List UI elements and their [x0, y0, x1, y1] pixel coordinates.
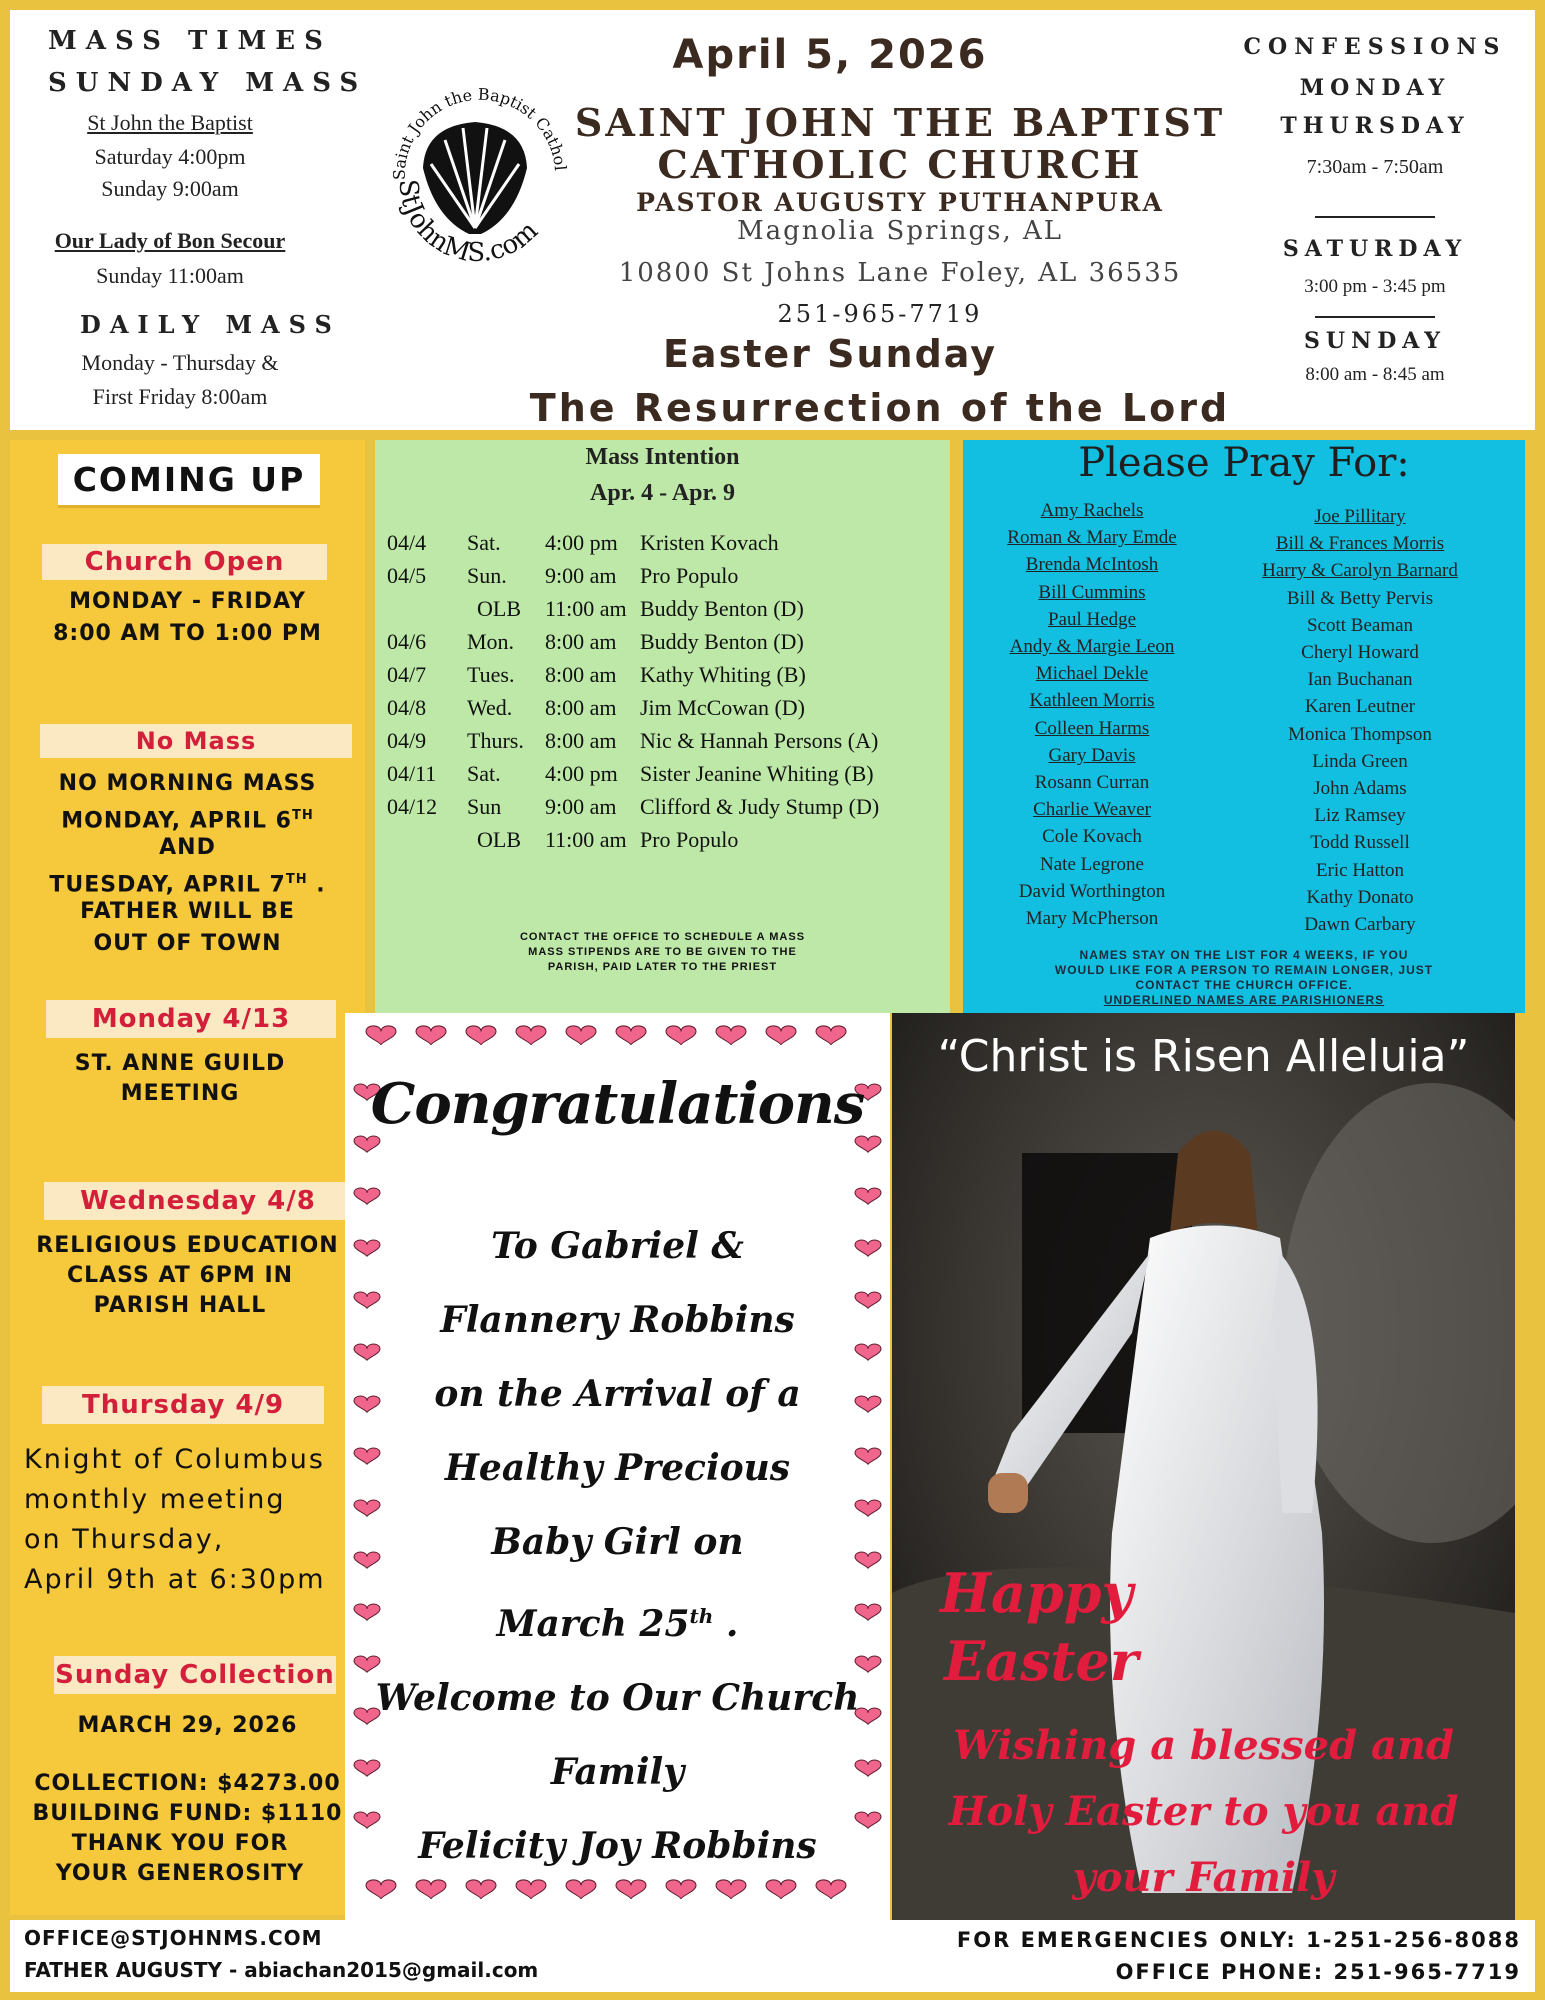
mass-intention-day: OLB: [477, 827, 521, 852]
no-mass-line6: OUT OF TOWN: [93, 931, 282, 956]
no-mass-line4: TUESDAY, APRIL 7TH .: [49, 872, 326, 898]
mass-intention-date: 04/12: [387, 794, 438, 819]
divider: [1315, 216, 1435, 218]
congrats-line: on the Arrival of a: [434, 1373, 801, 1415]
congrats-date-line: March 25th .: [496, 1603, 739, 1645]
st-john-sunday: Sunday 9:00am: [101, 176, 239, 201]
prayer-name: Roman & Mary Emde: [1007, 527, 1177, 549]
sunday-collection-label: Sunday Collection: [54, 1656, 336, 1694]
thursday-event-label: Thursday 4/9: [42, 1386, 324, 1424]
church-city: Magnolia Springs, AL: [736, 216, 1064, 246]
mass-intention-day: Sat.: [467, 761, 501, 786]
mass-intention-time: 8:00 am: [545, 728, 617, 753]
confessions-saturday: SATURDAY: [1282, 236, 1468, 262]
prayer-name: John Adams: [1313, 778, 1407, 799]
prayer-name: Eric Hatton: [1315, 859, 1405, 881]
mass-intention-time: 8:00 am: [545, 695, 617, 720]
congrats-line: To Gabriel &: [491, 1225, 744, 1267]
church-address: 10800 St Johns Lane Foley, AL 36535: [618, 258, 1182, 288]
easter-text: Easter: [944, 1629, 1139, 1693]
confessions-thursday: THURSDAY: [1280, 113, 1470, 139]
church-open-days: MONDAY - FRIDAY: [69, 589, 306, 614]
mass-intention-date: 04/7: [387, 662, 427, 687]
feast-title: Easter Sunday: [662, 332, 998, 376]
church-open-hours: 8:00 AM TO 1:00 PM: [53, 621, 322, 646]
mass-intention-range: Apr. 4 - Apr. 9: [590, 480, 735, 506]
church-open-label: Church Open: [42, 544, 327, 580]
monday-event-line1: ST. ANNE GUILD: [74, 1051, 286, 1076]
bulletin-date: April 5, 2026: [672, 32, 988, 78]
collection-amount: COLLECTION: $4273.00: [34, 1771, 341, 1796]
mass-intention-time: 9:00 am: [545, 794, 617, 819]
prayer-list-panel: [963, 440, 1525, 1013]
wednesday-event-line1: RELIGIOUS EDUCATION: [36, 1233, 339, 1258]
prayer-list-title: Please Pray For:: [1078, 440, 1410, 486]
easter-image: [892, 1013, 1515, 1920]
mass-intention-name: Sister Jeanine Whiting (B): [640, 761, 874, 786]
feast-subtitle: The Resurrection of the Lord: [529, 386, 1231, 430]
sunday-mass-title: SUNDAY MASS: [48, 68, 368, 98]
mass-intention-time: 8:00 am: [545, 662, 617, 687]
mass-intention-name: Clifford & Judy Stump (D): [640, 794, 880, 819]
prayer-name: Karen Leutner: [1304, 696, 1416, 718]
coming-up-column: [10, 440, 365, 1915]
daily-mass-title: DAILY MASS: [80, 310, 341, 339]
prayer-name: Cheryl Howard: [1301, 642, 1419, 663]
confessions-title: CONFESSIONS: [1243, 34, 1507, 60]
mass-intention-date: 04/9: [387, 728, 427, 753]
confessions-saturday-time: 3:00 pm - 3:45 pm: [1304, 276, 1446, 297]
mass-intention-day: Sun.: [467, 563, 507, 588]
congrats-line: Felicity Joy Robbins: [418, 1825, 817, 1867]
easter-wish: Wishing a blessed and Holy Easter to you and your Family: [948, 1722, 1459, 1901]
mass-intention-time: 11:00 am: [545, 827, 627, 852]
prayer-name: Kathy Donato: [1306, 886, 1414, 908]
mass-intention-name: Pro Populo: [640, 563, 739, 588]
mass-intention-time: 4:00 pm: [545, 530, 618, 555]
mass-intention-day: Wed.: [467, 695, 513, 720]
office-email[interactable]: OFFICE@STJOHNMS.COM: [24, 1926, 323, 1950]
no-mass-line1: NO MORNING MASS: [58, 771, 317, 796]
mass-intention-name: Kathy Whiting (B): [640, 662, 806, 687]
confessions-sunday: SUNDAY: [1304, 328, 1446, 354]
mass-intention-date: 04/6: [387, 629, 427, 654]
olbs-heading: Our Lady of Bon Secour: [54, 228, 286, 253]
confessions-sunday-time: 8:00 am - 8:45 am: [1305, 364, 1445, 385]
mass-intention-day: Sun: [467, 794, 502, 819]
mass-intention-name: Nic & Hannah Persons (A): [640, 728, 879, 753]
prayer-name: Kathleen Morris: [1029, 690, 1155, 712]
prayer-name: Brenda McIntosh: [1025, 554, 1159, 576]
mass-intention-name: Kristen Kovach: [640, 530, 779, 555]
thanks-line1: THANK YOU FOR: [71, 1831, 289, 1856]
bulletin-footer: [10, 1920, 1535, 1992]
prayer-name: Liz Ramsey: [1314, 805, 1406, 827]
congratulations-card: [345, 1013, 890, 1920]
monday-event-line2: MEETING: [120, 1081, 240, 1106]
congratulations-message: [375, 1209, 860, 1883]
prayer-name: Mary McPherson: [1025, 908, 1159, 929]
prayer-name: Andy & Margie Leon: [1009, 636, 1175, 657]
prayer-name: Bill Cummins: [1038, 581, 1146, 603]
congrats-line: Welcome to Our Church: [375, 1677, 860, 1719]
happy-text: Happy: [940, 1561, 1133, 1625]
prayer-name: Charlie Weaver: [1033, 799, 1151, 821]
church-phone: 251-965-7719: [777, 300, 983, 328]
mass-intention-time: 9:00 am: [545, 563, 617, 588]
office-phone[interactable]: OFFICE PHONE: 251-965-7719: [1115, 1960, 1521, 1984]
confessions-weekday-time: 7:30am - 7:50am: [1306, 156, 1444, 178]
congrats-line: Baby Girl on: [491, 1521, 744, 1563]
prayer-name: Bill & Frances Morris: [1275, 533, 1445, 555]
no-mass-label: No Mass: [40, 724, 352, 758]
emergency-phone[interactable]: FOR EMERGENCIES ONLY: 1-251-256-8088: [956, 1928, 1521, 1952]
svg-text:Saint John the Baptist Catholi: Saint John the Baptist Cathol: [389, 84, 571, 181]
prayer-list-note: NAMES STAY ON THE LIST FOR 4 WEEKS, IF YOU WOULD LIKE FOR A PERSON TO REMAIN LONGER, JUST CONTACT THE CHURCH OFFICE. UNDERLINED NAMES ARE PARISHIONERS: [1054, 948, 1434, 1007]
mass-intention-day: Sat.: [467, 530, 501, 555]
mass-intention-day: Thurs.: [467, 728, 524, 753]
mass-intention-day: Mon.: [467, 629, 515, 654]
mass-times-title: MASS TIMES: [48, 26, 332, 56]
mass-intention-day: OLB: [477, 596, 521, 621]
prayer-name: Joe Pillitary: [1314, 506, 1406, 527]
congrats-line: Healthy Precious: [444, 1447, 791, 1489]
easter-caption: “Christ is Risen Alleluia”: [937, 1031, 1470, 1082]
prayer-name: Rosann Curran: [1034, 772, 1150, 793]
mass-intention-day: Tues.: [467, 662, 515, 687]
prayer-name: Monica Thompson: [1288, 723, 1432, 745]
prayer-name: Ian Buchanan: [1307, 669, 1413, 691]
mass-intention-time: 8:00 am: [545, 629, 617, 654]
prayer-name: Dawn Carbary: [1304, 914, 1416, 935]
no-mass-line3: AND: [159, 835, 216, 860]
confessions-monday: MONDAY: [1299, 75, 1451, 101]
mass-intention-time: 11:00 am: [545, 596, 627, 621]
bulletin-header: [10, 10, 1535, 430]
prayer-name: Paul Hedge: [1047, 608, 1137, 630]
prayer-name: Michael Dekle: [1035, 663, 1149, 685]
church-name-line1: SAINT JOHN THE BAPTIST: [574, 100, 1226, 145]
st-john-heading: St John the Baptist: [87, 110, 253, 135]
prayer-name: Scott Beaman: [1306, 614, 1414, 636]
prayer-name: Amy Rachels: [1040, 500, 1144, 521]
congrats-line: Flannery Robbins: [440, 1299, 795, 1341]
thursday-event-text: Knight of Columbus monthly meeting on Thursday, April 9th at 6:30pm: [24, 1444, 326, 1595]
church-name-line2: CATHOLIC CHURCH: [657, 142, 1143, 187]
mass-intention-name: Buddy Benton (D): [640, 596, 804, 621]
wednesday-event-label: Wednesday 4/8: [44, 1182, 352, 1220]
mass-intention-name: Buddy Benton (D): [640, 629, 804, 654]
pastor-name: PASTOR AUGUSTY PUTHANPURA: [636, 188, 1164, 217]
father-email[interactable]: FATHER AUGUSTY - abiachan2015@gmail.com: [24, 1958, 539, 1982]
daily-mass-line2: First Friday 8:00am: [92, 384, 268, 409]
church-logo: [370, 60, 580, 270]
daily-mass-line1: Monday - Thursday &: [81, 350, 279, 375]
mass-intention-date: 04/11: [387, 761, 437, 786]
prayer-name: Gary Davis: [1048, 744, 1136, 766]
no-mass-line2: MONDAY, APRIL 6TH: [61, 808, 314, 834]
svg-text:StJohnMS.com: StJohnMS.com: [392, 178, 544, 269]
prayer-name: Cole Kovach: [1042, 826, 1142, 848]
st-john-saturday: Saturday 4:00pm: [94, 144, 246, 169]
mass-intention-title: Mass Intention: [585, 444, 740, 470]
monday-event-label: Monday 4/13: [46, 1000, 336, 1038]
prayer-name: Harry & Carolyn Barnard: [1262, 560, 1458, 582]
prayer-name: Todd Russell: [1310, 832, 1410, 854]
prayer-name: David Worthington: [1018, 880, 1166, 902]
prayer-name: Linda Green: [1312, 750, 1408, 772]
congratulations-title: Congratulations: [370, 1071, 865, 1137]
wednesday-event-line3: PARISH HALL: [93, 1293, 267, 1318]
olbs-sunday: Sunday 11:00am: [96, 263, 244, 288]
no-mass-line5: FATHER WILL BE: [80, 899, 295, 924]
congrats-line: Family: [550, 1751, 685, 1793]
coming-up-title: COMING UP: [58, 454, 320, 508]
thanks-line2: YOUR GENEROSITY: [55, 1861, 305, 1886]
building-fund-amount: BUILDING FUND: $1110: [32, 1801, 343, 1826]
scallop-shell-icon: [370, 60, 580, 270]
prayer-name: Nate Legrone: [1040, 853, 1144, 875]
mass-intention-name: Jim McCowan (D): [640, 695, 805, 720]
mass-intention-name: Pro Populo: [640, 827, 739, 852]
mass-intention-time: 4:00 pm: [545, 761, 618, 786]
divider: [1315, 316, 1435, 318]
mass-intention-date: 04/8: [387, 695, 427, 720]
mass-intention-date: 04/5: [387, 563, 427, 588]
prayer-name: Colleen Harms: [1034, 717, 1150, 739]
wednesday-event-line2: CLASS AT 6PM IN: [66, 1263, 294, 1288]
mass-intention-panel: [375, 440, 950, 1013]
prayer-name: Bill & Betty Pervis: [1286, 587, 1434, 609]
mass-intention-note: CONTACT THE OFFICE TO SCHEDULE A MASS MASS STIPENDS ARE TO BE GIVEN TO THE PARISH, PAID LATER TO THE PRIEST: [519, 931, 806, 973]
mass-intention-date: 04/4: [387, 530, 427, 555]
collection-date: MARCH 29, 2026: [77, 1713, 298, 1738]
